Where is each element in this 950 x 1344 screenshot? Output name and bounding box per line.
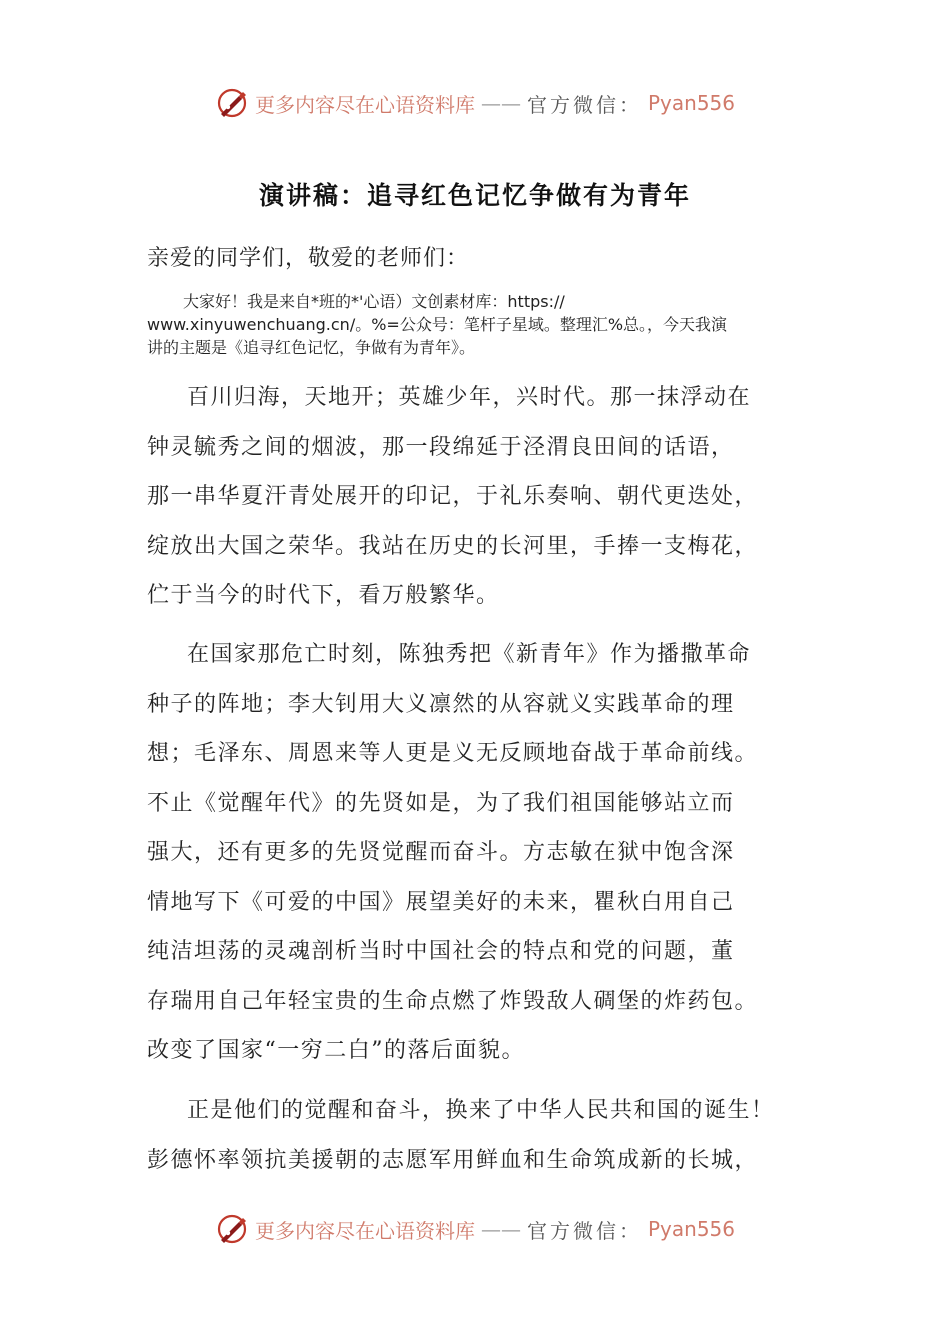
header-banner [0, 86, 950, 120]
banner-wechat-label: 官方微信： [526, 1218, 642, 1243]
pen-logo-icon [215, 1212, 249, 1246]
pen-logo-icon [215, 86, 249, 120]
text-line: 想；毛泽东、周恩来等人更是义无反顾地奋战于革命前线。 [147, 741, 759, 766]
banner-wechat-id: Pyan556 [647, 1217, 735, 1241]
banner-wechat-id: Pyan556 [647, 91, 735, 115]
note-line: 讲的主题是《追寻红色记忆，争做有为青年》。 [147, 338, 476, 357]
text-line: 百川归海，天地开；英雄少年，兴时代。那一抹浮动在 [187, 385, 752, 410]
banner-separator: —— [480, 1217, 521, 1241]
text-line: 种子的阵地；李大钊用大义凛然的从容就义实践革命的理 [147, 691, 735, 717]
paragraph-1 [147, 373, 812, 621]
banner-separator: —— [480, 91, 521, 115]
text-line: 存瑞用自己年轻宝贵的生命点燃了炸毁敌人碉堡的炸药包。 [147, 988, 759, 1014]
banner-wechat-label: 官方微信： [526, 92, 642, 117]
text-line: 在国家那危亡时刻，陈独秀把《新青年》作为播撒革命 [187, 642, 752, 667]
salutation: 亲爱的同学们，敬爱的老师们： [147, 246, 470, 271]
paragraph-2 [147, 630, 812, 1076]
footer-banner [0, 1212, 950, 1246]
text-line: 伫于当今的时代下，看万般繁华。 [147, 583, 500, 608]
document-title: 演讲稿：追寻红色记忆争做有为青年 [258, 181, 691, 210]
paragraph-3 [147, 1086, 812, 1185]
text-line: 纯洁坦荡的灵魂剖析当时中国社会的特点和党的问题，董 [147, 939, 735, 964]
banner-text: 更多内容尽在心语资料库 [254, 1218, 475, 1243]
text-line: 钟灵毓秀之间的烟波，那一段绵延于泾渭良田间的话语， [147, 434, 735, 460]
text-line: 绽放出大国之荣华。我站在历史的长河里，手捧一支梅花， [147, 533, 759, 559]
text-line: 不止《觉醒年代》的先贤如是，为了我们祖国能够站立而 [147, 790, 735, 816]
text-line: 改变了国家“一穷二白”的落后面貌。 [147, 1038, 525, 1063]
intro-note [147, 290, 807, 359]
note-line: 大家好！我是来自*班的*'心语）文创素材库：https:// [183, 292, 565, 311]
text-line: 彭德怀率领抗美援朝的志愿军用鲜血和生命筑成新的长城， [147, 1147, 759, 1173]
note-line: www.xinyuwenchuang.cn/。%=公众号：笔杆子星域。整理汇%总。，今天我演 [147, 315, 728, 334]
text-line: 正是他们的觉醒和奋斗，换来了中华人民共和国的诞生！ [187, 1098, 775, 1123]
banner-text: 更多内容尽在心语资料库 [254, 92, 475, 117]
text-line: 那一串华夏汗青处展开的印记，于礼乐奏响、朝代更迭处， [147, 484, 759, 509]
text-line: 强大，还有更多的先贤觉醒而奋斗。方志敏在狱中饱含深 [147, 840, 735, 865]
text-line: 情地写下《可爱的中国》展望美好的未来，瞿秋白用自己 [147, 889, 735, 915]
